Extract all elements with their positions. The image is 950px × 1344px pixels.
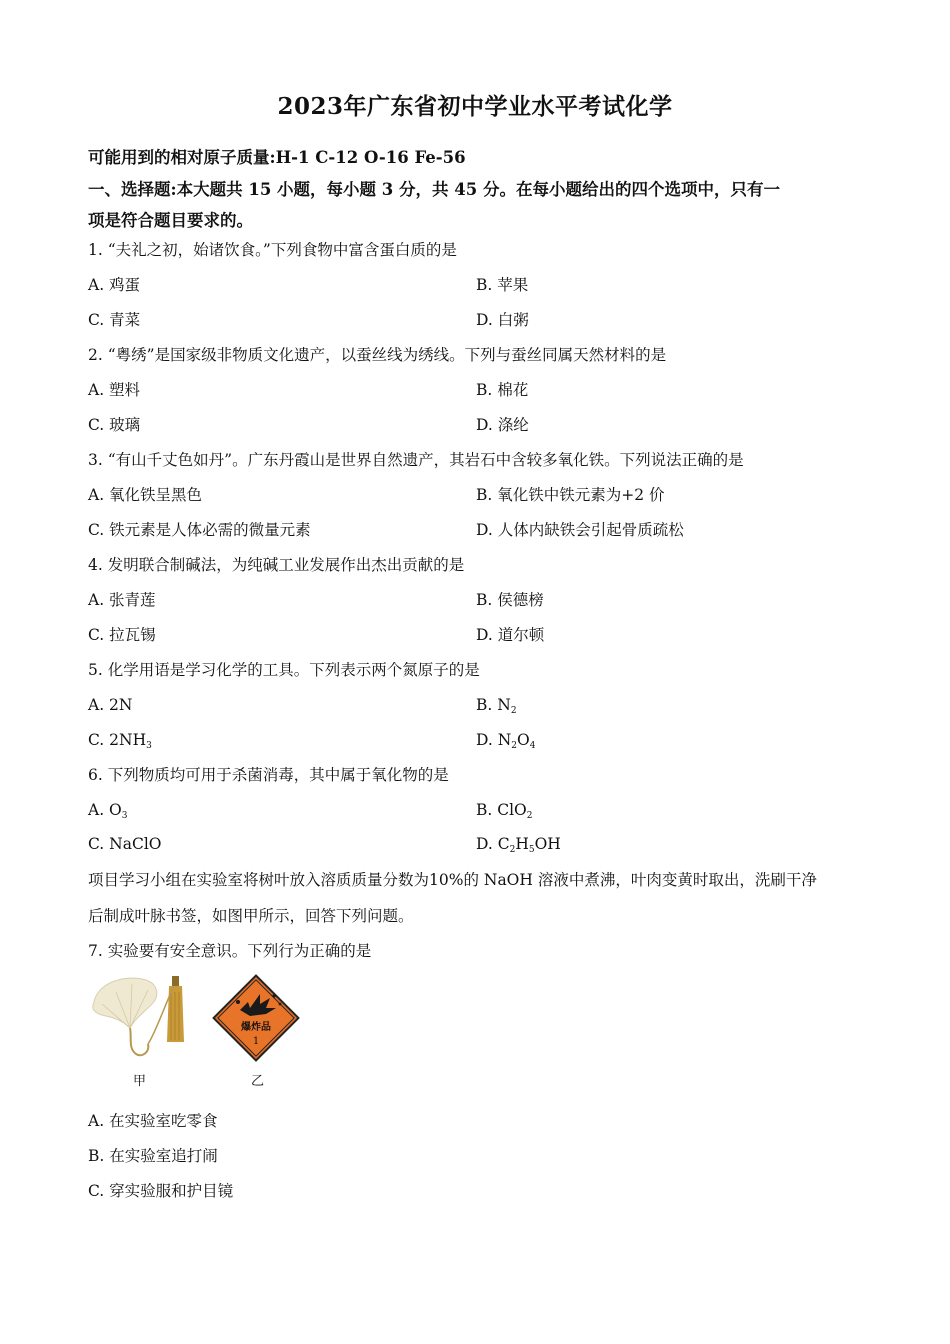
q2-option-c: C. 玻璃 [88,416,141,434]
question-6-stem: 6. 下列物质均可用于杀菌消毒，其中属于氧化物的是 [88,766,449,784]
question-2-stem: 2. “粤绣”是国家级非物质文化遗产，以蚕丝线为绣线。下列与蚕丝同属天然材料的是 [88,346,667,364]
q7-option-c: C. 穿实验服和护目镜 [88,1182,234,1200]
q1-option-b: B. 苹果 [476,276,529,294]
q3-option-a: A. 氧化铁呈黑色 [88,486,203,504]
passage-line-1: 项目学习小组在实验室将树叶放入溶质质量分数为10%的 NaOH 溶液中煮沸，叶肉变黄时取出，洗刷干净 [88,871,817,889]
q5-option-c: C. $2NH_3$ [88,731,152,751]
q1-option-d: D. 白粥 [476,311,529,329]
q2-option-a: A. 塑料 [88,381,141,399]
q4-option-a: A. 张青莲 [88,591,156,609]
question-1-stem: 1. “夫礼之初，始诸饮食。”下列食物中富含蛋白质的是 [88,241,457,259]
passage-line-2: 后制成叶脉书签，如图甲所示，回答下列问题。 [88,907,414,925]
q4-option-d: D. 道尔顿 [476,626,545,644]
q5-option-a: A. 2N [88,696,133,714]
q7-option-b: B. 在实验室追打闹 [88,1147,218,1165]
q1-option-c: C. 青菜 [88,311,141,329]
q1-option-a: A. 鸡蛋 [88,276,141,294]
q4-option-c: C. 拉瓦锡 [88,626,156,644]
q6-option-c: C. NaClO [88,835,162,853]
q3-option-b: B. 氧化铁中铁元素为+2 价 [476,486,665,504]
q5-option-d: D. $N_2O_4$ [476,731,536,751]
q2-option-d: D. 涤纶 [476,416,529,434]
q3-option-d: D. 人体内缺铁会引起骨质疏松 [476,521,684,539]
explosive-hazard-sign [210,972,302,1064]
leaf-bookmark-figure [86,972,196,1062]
q4-option-b: B. 侯德榜 [476,591,544,609]
exam-title: 2023年广东省初中学业水平考试化学 [277,93,673,120]
q2-option-b: B. 棉花 [476,381,529,399]
question-3-stem: 3. “有山千丈色如丹”。广东丹霞山是世界自然遗产，其岩石中含较多氧化铁。下列说法正确的是 [88,451,744,469]
q6-option-b: B. ClO$_2$ [476,801,533,821]
q6-option-a: A. $O_3$ [88,801,128,821]
figure-yi-caption: 乙 [251,1074,265,1089]
atomic-mass-note: 可能用到的相对原子质量:H-1 C-12 O-16 Fe-56 [88,148,466,167]
q5-option-b: B. $N_2$ [476,696,517,716]
q6-option-d: D. $C_2H_5OH$ [476,835,561,855]
q7-option-a: A. 在实验室吃零食 [88,1112,218,1130]
section-header-line-1: 一、选择题:本大题共 15 小题，每小题 3 分，共 45 分。在每小题给出的四个选项中，只有一 [88,180,780,199]
question-5-stem: 5. 化学用语是学习化学的工具。下列表示两个氮原子的是 [88,661,480,679]
section-header-line-2: 项是符合题目要求的。 [88,211,253,230]
q3-option-c: C. 铁元素是人体必需的微量元素 [88,521,311,539]
sign-label: 爆炸品 [241,1022,271,1033]
question-7-stem: 7. 实验要有安全意识。下列行为正确的是 [88,942,372,960]
question-4-stem: 4. 发明联合制碱法，为纯碱工业发展作出杰出贡献的是 [88,556,465,574]
sign-number: 1 [252,1036,260,1047]
figure-jia-caption: 甲 [133,1074,147,1089]
